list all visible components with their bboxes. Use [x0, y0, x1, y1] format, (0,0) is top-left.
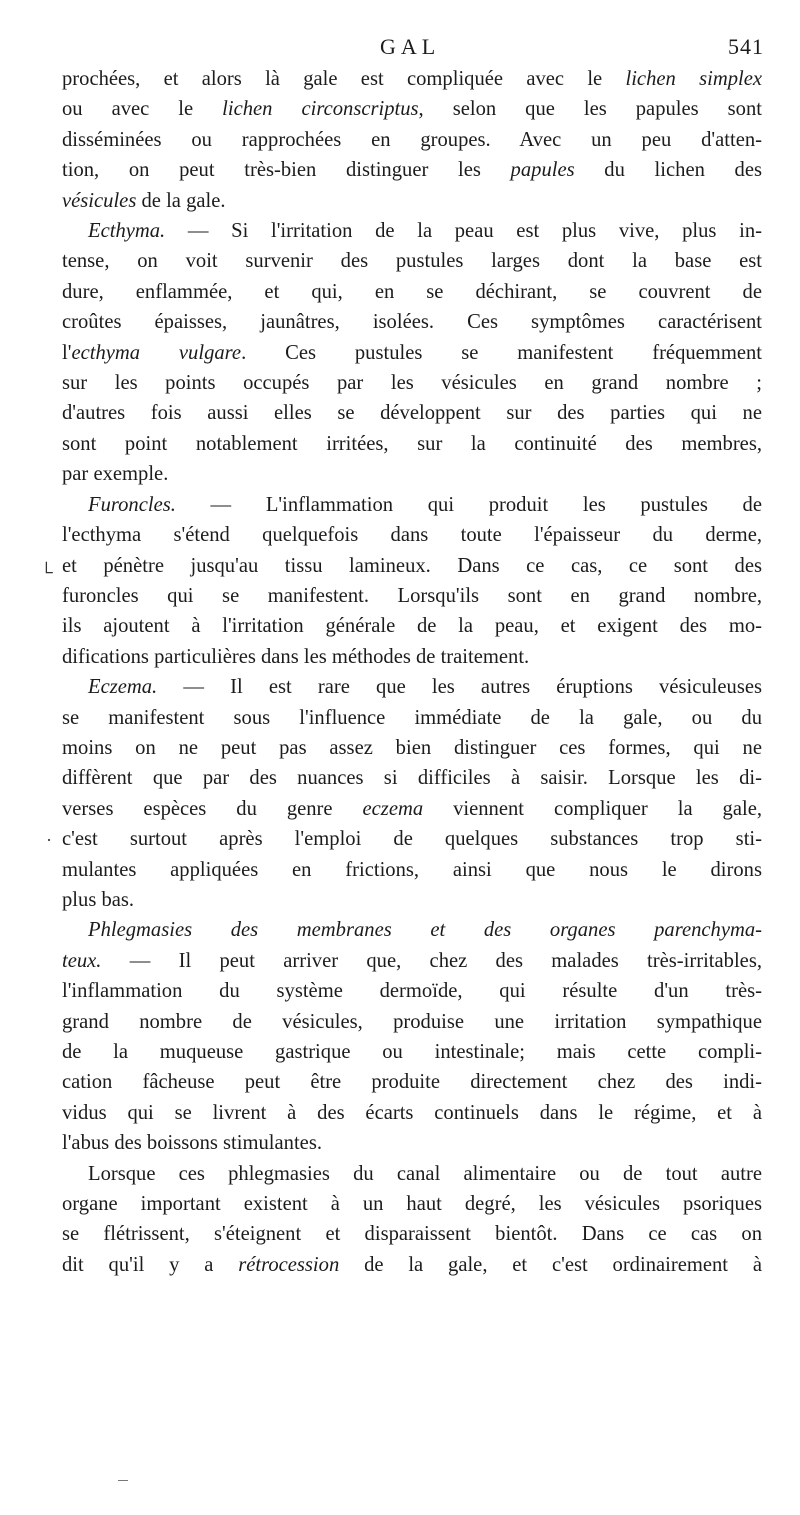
- text-line: [62, 551, 762, 581]
- text-line: [62, 855, 762, 885]
- italic-term: papules: [510, 159, 575, 182]
- text-segment: vidus qui se livrent à des écarts continuels dans le régime, et à: [62, 1101, 762, 1124]
- text-segment: sur les points occupés par les vésicules en grand nombre ;: [62, 372, 762, 395]
- text-segment: c'est surtout après l'emploi de quelques substances trop sti-: [62, 828, 762, 851]
- text-line: [62, 459, 762, 489]
- text-line: [62, 429, 762, 459]
- text-segment: tense, on voit survenir des pustules larges dont la base est: [62, 250, 762, 273]
- text-segment: mulantes appliquées en frictions, ainsi que nous le dirons: [62, 858, 762, 881]
- text-segment: difications particulières dans les méthodes de traitement.: [62, 645, 530, 668]
- text-segment: plus bas.: [62, 888, 135, 911]
- italic-term: Eczema.: [88, 676, 158, 699]
- italic-term: lichen simplex: [625, 68, 762, 90]
- text-line: [62, 398, 762, 428]
- italic-term: rétrocession: [238, 1253, 340, 1276]
- text-segment: furoncles qui se manifestent. Lorsqu'ils sont en grand nombre,: [62, 584, 762, 607]
- italic-term: lichen circonscriptus: [222, 98, 419, 121]
- italic-term: Furoncles.: [88, 493, 176, 516]
- text-line: [62, 94, 762, 124]
- text-segment: moins on ne peut pas assez bien distinguer ces formes, qui ne: [62, 736, 762, 759]
- italic-term: Phlegmasies des membranes et des organes parenchyma-: [88, 919, 762, 942]
- text-line: [62, 824, 762, 854]
- margin-mark: ·: [46, 830, 52, 850]
- text-line: [62, 703, 762, 733]
- text-segment: d'autres fois aussi elles se développent sur des parties qui ne: [62, 402, 762, 425]
- text-line: [62, 1250, 762, 1280]
- text-segment: . Ces pustules se manifestent fréquemment: [241, 341, 763, 364]
- text-line: [62, 186, 762, 216]
- text-segment: diffèrent que par des nuances si difficiles à saisir. Lorsque les di-: [62, 767, 762, 790]
- text-line: [62, 1098, 762, 1128]
- margin-mark: └: [40, 562, 53, 582]
- text-line: [62, 155, 762, 185]
- text-segment: du lichen des: [574, 159, 762, 182]
- text-segment: — L'inflammation qui produit les pustules de: [175, 493, 762, 516]
- text-segment: — Il peut arriver que, chez des malades très-irritables,: [101, 949, 762, 972]
- text-line: [62, 1037, 762, 1067]
- text-line: [62, 672, 762, 702]
- text-segment: ils ajoutent à l'irritation générale de la peau, et exigent des mo-: [62, 615, 762, 638]
- text-line: [62, 368, 762, 398]
- text-segment: l': [62, 341, 72, 364]
- page-header: [62, 34, 764, 64]
- text-segment: de la gale, et c'est ordinairement à: [339, 1253, 762, 1276]
- text-segment: se flétrissent, s'éteignent et disparaissent bientôt. Dans ce cas on: [62, 1223, 762, 1246]
- bottom-rule: [118, 1480, 128, 1481]
- text-line: [62, 581, 762, 611]
- body-text: [62, 64, 762, 1280]
- text-line: [62, 1067, 762, 1097]
- running-title: GAL: [380, 34, 441, 59]
- text-line: [62, 611, 762, 641]
- text-line: [62, 490, 762, 520]
- text-segment: ou avec le: [62, 98, 223, 121]
- text-segment: tion, on peut très-bien distinguer les: [62, 159, 511, 182]
- text-segment: Lorsque ces phlegmasies du canal alimentaire ou de tout autre: [88, 1162, 762, 1185]
- text-line: [62, 338, 762, 368]
- text-segment: cation fâcheuse peut être produite directement chez des indi-: [62, 1071, 762, 1094]
- italic-term: eczema: [362, 797, 424, 820]
- text-segment: par exemple.: [62, 463, 169, 486]
- text-line: [62, 246, 762, 276]
- text-line: [62, 885, 762, 915]
- italic-term: teux.: [62, 949, 102, 972]
- text-segment: sont point notablement irritées, sur la continuité des membres,: [62, 432, 762, 455]
- text-segment: croûtes épaisses, jaunâtres, isolées. Ces symptômes caractérisent: [62, 311, 762, 334]
- text-segment: organe important existent à un haut degré, les vésicules psoriques: [62, 1193, 762, 1216]
- text-line: [62, 307, 762, 337]
- text-line: [62, 520, 762, 550]
- text-segment: dure, enflammée, et qui, en se déchirant, se couvrent de: [62, 280, 762, 303]
- text-segment: l'inflammation du système dermoïde, qui résulte d'un très-: [62, 980, 762, 1003]
- text-segment: — Si l'irritation de la peau est plus vive, plus in-: [165, 220, 762, 243]
- text-line: [62, 976, 762, 1006]
- text-line: [62, 125, 762, 155]
- text-line: [62, 1007, 762, 1037]
- text-segment: verses espèces du genre: [62, 797, 363, 820]
- page-number: 541: [728, 34, 764, 59]
- text-segment: , selon que les papules sont: [418, 98, 762, 121]
- text-segment: grand nombre de vésicules, produise une irritation sympathique: [62, 1010, 762, 1033]
- italic-term: Ecthyma.: [88, 220, 166, 243]
- text-line: [62, 216, 762, 246]
- text-line: [62, 915, 762, 945]
- text-line: [62, 277, 762, 307]
- text-line: [62, 733, 762, 763]
- text-segment: se manifestent sous l'influence immédiate de la gale, ou du: [62, 706, 762, 729]
- text-segment: et pénètre jusqu'au tissu lamineux. Dans ce cas, ce sont des: [62, 554, 762, 577]
- text-line: [62, 642, 762, 672]
- text-segment: disséminées ou rapprochées en groupes. Avec un peu d'atten-: [62, 128, 762, 151]
- text-segment: de la gale.: [136, 189, 226, 212]
- text-segment: l'ecthyma s'étend quelquefois dans toute l'épaisseur du derme,: [62, 524, 762, 547]
- text-segment: viennent compliquer la gale,: [423, 797, 762, 820]
- text-segment: de la muqueuse gastrique ou intestinale; mais cette compli-: [62, 1041, 762, 1063]
- text-segment: dit qu'il y a: [62, 1253, 239, 1276]
- text-line: [62, 1159, 762, 1189]
- text-segment: — Il est rare que les autres éruptions vésiculeuses: [157, 676, 762, 699]
- text-line: [62, 1128, 762, 1158]
- text-line: [62, 794, 762, 824]
- text-segment: l'abus des boissons stimulantes.: [62, 1132, 322, 1155]
- text-line: [62, 1219, 762, 1249]
- text-line: [62, 64, 762, 94]
- italic-term: vésicules: [62, 189, 137, 212]
- text-line: [62, 763, 762, 793]
- text-line: [62, 1189, 762, 1219]
- italic-term: ecthyma vulgare: [71, 341, 242, 364]
- text-line: [62, 946, 762, 976]
- text-segment: prochées, et alors là gale est compliquée avec le: [62, 68, 626, 90]
